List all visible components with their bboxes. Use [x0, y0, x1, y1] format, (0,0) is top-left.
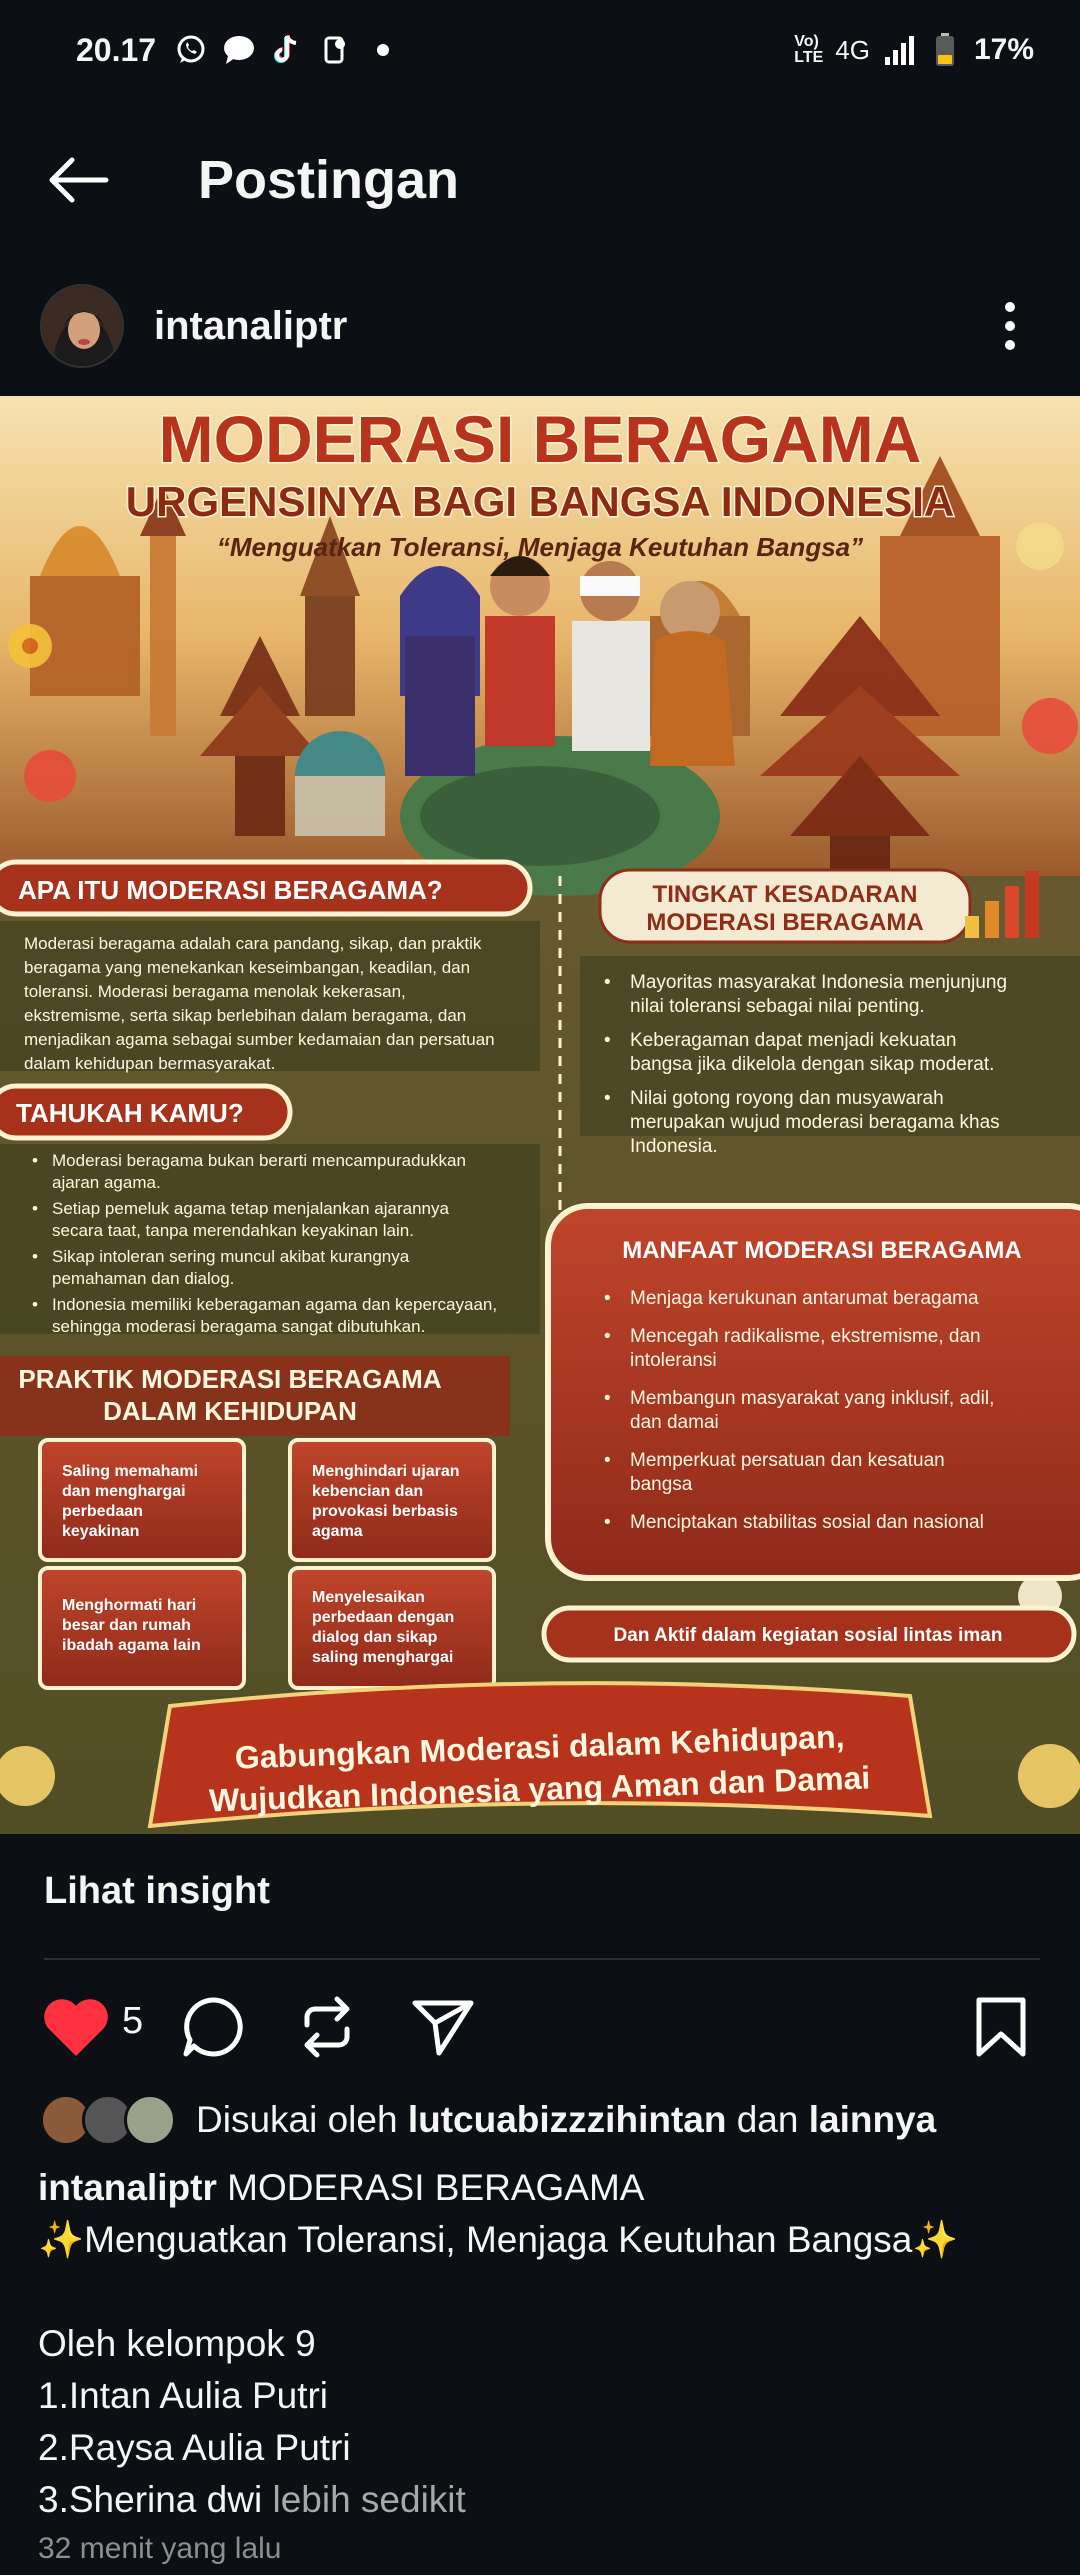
sec4-item: merupakan wujud moderasi beragama khas [630, 1112, 1000, 1133]
banner-line1: Gabungkan Moderasi dalam Kehidupan, [234, 1718, 845, 1776]
liked-by[interactable] [40, 2090, 936, 2150]
sec3-box-line: dialog dan sikap [312, 1629, 438, 1646]
sec1-line: beragama yang menekankan keseimbangan, keadilan, dan [24, 958, 471, 977]
post-timestamp: 32 menit yang lalu [38, 2532, 282, 2565]
status-right [794, 33, 1034, 67]
sec5-item: intoleransi [630, 1350, 717, 1371]
sec1-line: ekstremisme, serta sikap berlebihan dalam beragama, dan [24, 1006, 467, 1025]
network-type: 4G [835, 34, 870, 65]
sec3-box-line: Saling memahami [62, 1463, 199, 1480]
caption-text: MODERASI BERAGAMA [216, 2167, 645, 2208]
sec5-item: Memperkuat persatuan dan kesatuan [630, 1450, 945, 1471]
sec5-item: Menciptakan stabilitas sosial dan nasional [630, 1512, 984, 1533]
battery-icon [928, 33, 962, 67]
sec3-box-line: saling menghargai [312, 1649, 454, 1666]
tiktok-icon [270, 33, 304, 67]
sec4-item: Keberagaman dapat menjadi kekuatan [630, 1030, 957, 1051]
volte-label: Vo) LTE [794, 33, 824, 66]
bullet: • [32, 1295, 38, 1314]
app-notification-icon [318, 33, 352, 67]
save-button[interactable] [966, 1992, 1036, 2062]
sec3-box-line: dan menghargai [62, 1483, 186, 1500]
post-username[interactable]: intanaliptr [154, 303, 348, 348]
liked-by-others[interactable]: lainnya [808, 2099, 937, 2140]
sec1-line: dalam kehidupan bermasyarakat. [24, 1054, 276, 1073]
like-button[interactable] [38, 1992, 114, 2062]
caption-last-line [38, 2474, 1048, 2526]
sec2-item: Indonesia memiliki keberagaman agama dan kepercayaan, [52, 1295, 498, 1314]
divider [44, 1958, 1040, 1960]
sec6-text: Dan Aktif dalam kegiatan sosial lintas iman [613, 1625, 1003, 1646]
bullet: • [32, 1151, 38, 1170]
sec2-item: Setiap pemeluk agama tetap menjalankan ajarannya [52, 1199, 449, 1218]
send-icon [411, 1997, 475, 2057]
app-bar [0, 130, 1080, 230]
poster-tagline: “Menguatkan Toleransi, Menjaga Keutuhan Bangsa” [216, 532, 864, 562]
caption-line: Oleh kelompok 9 [38, 2323, 316, 2364]
sec2-item: pemahaman dan dialog. [52, 1269, 235, 1288]
caption-username[interactable]: intanaliptr [38, 2167, 217, 2208]
bullet: • [604, 1388, 611, 1409]
more-vertical-icon [1000, 301, 1020, 351]
bullet: • [604, 1088, 611, 1109]
show-less-link[interactable]: lebih sedikit [272, 2479, 466, 2520]
sec2-item: Sikap intoleran sering muncul akibat kurangnya [52, 1247, 410, 1266]
caption [38, 2162, 1048, 2526]
sec3-box-line: agama [312, 1523, 363, 1540]
sec3-box-line: besar dan rumah [62, 1617, 191, 1634]
dot-icon [366, 33, 400, 67]
sec2-item: secara taat, tanpa merendahkan keyakinan lain. [52, 1221, 414, 1240]
sec3-box-line: ibadah agama lain [62, 1637, 201, 1654]
chat-bubble-icon [222, 33, 256, 67]
poster [0, 396, 1080, 1834]
liked-by-prefix: Disukai oleh [196, 2099, 408, 2140]
sec2-item: sehingga moderasi beragama sangat dibutuhkan. [52, 1317, 426, 1336]
caption-line: ✨Menguatkan Toleransi, Menjaga Keutuhan Bangsa✨ [38, 2219, 959, 2260]
sec3-title: PRAKTIK MODERASI BERAGAMA [18, 1364, 442, 1394]
sec5-title: MANFAAT MODERASI BERAGAMA [622, 1237, 1022, 1264]
post-image[interactable] [0, 396, 1080, 1834]
back-button[interactable] [28, 130, 128, 230]
bullet: • [604, 1326, 611, 1347]
sec4-item: Mayoritas masyarakat Indonesia menjunjung [630, 972, 1008, 993]
signal-icon [882, 33, 916, 67]
sec5-item: Membangun masyarakat yang inklusif, adil, [630, 1388, 995, 1409]
sec2-title: TAHUKAH KAMU? [16, 1098, 244, 1128]
sec1-line: menjadikan agama sebagai sumber kedamaian dan persatuan [24, 1030, 495, 1049]
sec3-box-line: Menyelesaikan [312, 1589, 425, 1606]
caption-line: 2.Raysa Aulia Putri [38, 2427, 351, 2468]
status-time: 20.17 [76, 31, 157, 68]
whatsapp-icon [174, 33, 208, 67]
bullet: • [604, 972, 611, 993]
sec4-item: Indonesia. [630, 1136, 718, 1157]
page-title: Postingan [198, 150, 460, 210]
sec4-title: TINGKAT KESADARAN [652, 881, 918, 908]
bullet: • [604, 1512, 611, 1533]
liked-by-middle: dan [726, 2099, 809, 2140]
share-button[interactable] [408, 1992, 478, 2062]
sec3-box-line: perbedaan [62, 1503, 143, 1520]
liked-avatars [40, 2092, 180, 2148]
like-count[interactable]: 5 [122, 2000, 144, 2042]
sec1-line: Moderasi beragama adalah cara pandang, sikap, dan praktik [24, 934, 482, 953]
sec3-box-line: Menghormati hari [62, 1597, 197, 1614]
bullet: • [604, 1450, 611, 1471]
sec5-item: bangsa [630, 1474, 693, 1495]
sec5-item: dan damai [630, 1412, 719, 1433]
caption-line: 1.Intan Aulia Putri [38, 2375, 329, 2416]
liked-by-user[interactable]: lutcuabizzzihintan [407, 2099, 727, 2140]
banner-line2: Wujudkan Indonesia yang Aman dan Damai [208, 1759, 871, 1819]
sec1-title: APA ITU MODERASI BERAGAMA? [18, 875, 443, 905]
status-bar [0, 0, 1080, 100]
heart-icon [42, 1996, 110, 2058]
avatar[interactable] [40, 284, 124, 368]
bookmark-icon [975, 1996, 1027, 2058]
sec4-item: Nilai gotong royong dan musyawarah [630, 1088, 944, 1109]
post-actions [0, 1982, 1080, 2072]
sec2-item: ajaran agama. [52, 1173, 161, 1192]
status-left [76, 32, 400, 69]
sec4-item: bangsa jika dikelola dengan sikap moderat. [630, 1054, 995, 1075]
comment-icon [181, 1995, 245, 2059]
bullet: • [604, 1288, 611, 1309]
sec3-title: DALAM KEHIDUPAN [103, 1396, 357, 1426]
arrow-left-icon [46, 156, 110, 204]
caption-line [38, 2266, 1048, 2318]
bullet: • [604, 1030, 611, 1051]
repost-icon [297, 1995, 357, 2059]
caption-text: 3.Sherina dwi [38, 2479, 273, 2520]
bullet: • [32, 1199, 38, 1218]
repost-button[interactable] [292, 1992, 362, 2062]
sec4-title: MODERASI BERAGAMA [646, 909, 924, 936]
sec4-item: nilai toleransi sebagai nilai penting. [630, 996, 925, 1017]
sec3-box-line: Menghindari ujaran [312, 1463, 460, 1480]
bullet: • [32, 1247, 38, 1266]
comment-button[interactable] [178, 1992, 248, 2062]
sec2-item: Moderasi beragama bukan berarti mencampuradukkan [52, 1151, 466, 1170]
avatar [124, 2094, 176, 2146]
sec3-box-line: kebencian dan [312, 1483, 424, 1500]
more-options-button[interactable] [970, 286, 1050, 366]
post-header [0, 278, 1080, 374]
sec1-line: toleransi. Moderasi beragama menolak kekerasan, [24, 982, 406, 1001]
sec3-box-line: keyakinan [62, 1523, 140, 1540]
caption-first-line [38, 2162, 1048, 2214]
sec5-item: Mencegah radikalisme, ekstremisme, dan [630, 1326, 981, 1347]
view-insight-link[interactable]: Lihat insight [44, 1870, 270, 1912]
battery-percent: 17% [973, 33, 1034, 66]
poster-subtitle: URGENSINYA BAGI BANGSA INDONESIA [125, 478, 955, 525]
sec3-box-line: provokasi berbasis [312, 1503, 458, 1520]
sec3-box-line: perbedaan dengan [312, 1609, 455, 1626]
sec5-item: Menjaga kerukunan antarumat beragama [630, 1288, 979, 1309]
poster-title: MODERASI BERAGAMA [158, 402, 922, 476]
